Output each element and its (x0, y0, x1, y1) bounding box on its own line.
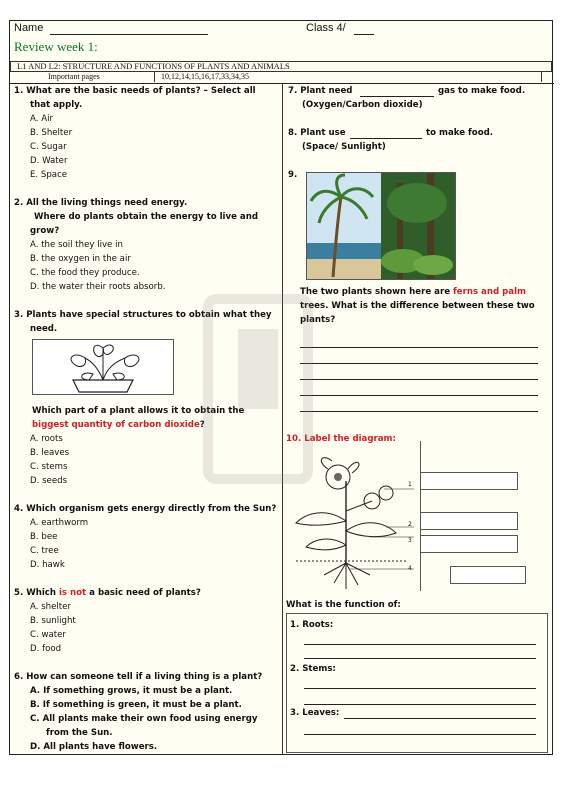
q1-option-c[interactable]: C. Sugar (30, 142, 67, 152)
q6-option-a[interactable]: A. If something grows, it must be a plant. (30, 686, 233, 696)
q9-answer-line-1[interactable] (300, 347, 538, 348)
ferns-palms-photo (306, 172, 456, 280)
q9-answer-line-5[interactable] (300, 411, 538, 412)
q5-line1: 5. Which is not a basic need of plants? (14, 588, 201, 598)
label-box-1[interactable] (420, 472, 518, 490)
q7-line1: 7. Plant need (288, 86, 353, 96)
diagram-label-4: 4 (408, 565, 412, 572)
q3-line2: need. (30, 324, 58, 334)
q4-option-b[interactable]: B. bee (30, 532, 58, 542)
q3-option-b[interactable]: B. leaves (30, 448, 70, 458)
q1-line2: that apply. (30, 100, 83, 110)
roots-answer-line-1[interactable] (304, 644, 536, 645)
diagram-label-1: 1 (408, 481, 412, 488)
label-box-4[interactable] (450, 566, 526, 584)
diagram-label-2: 2 (408, 521, 412, 528)
review-title: Review week 1: (14, 39, 98, 54)
q8-hint: (Space/ Sunlight) (302, 142, 386, 152)
class-line (354, 34, 374, 35)
leaves-label: 3. Leaves: (290, 708, 340, 718)
important-pages-bar (10, 72, 552, 82)
q3-line1: 3. Plants have special structures to obtain what they (14, 310, 272, 320)
q5-option-d[interactable]: D. food (30, 644, 62, 654)
q1-option-d[interactable]: D. Water (30, 156, 68, 166)
q1-line1: 1. What are the basic needs of plants? – Select all (14, 86, 256, 96)
potted-plant-icon (33, 340, 173, 394)
q3-ask-line2: biggest quantity of carbon dioxide? (32, 420, 205, 430)
q8-line1-end: to make food. (426, 128, 494, 138)
q4-option-d[interactable]: D. hawk (30, 560, 65, 570)
important-pages-list: 10,12,14,15,16,17,33,34,35 (154, 72, 542, 82)
q7-hint: (Oxygen/Carbon dioxide) (302, 100, 423, 110)
plant-drawing (32, 339, 174, 395)
diagram-label-3: 3 (408, 537, 412, 544)
roots-answer-line-2[interactable] (304, 658, 536, 659)
leaves-answer-line-2[interactable] (304, 734, 536, 735)
stems-label: 2. Stems: (290, 664, 336, 674)
q5-option-c[interactable]: C. water (30, 630, 66, 640)
q4-option-c[interactable]: C. tree (30, 546, 59, 556)
q5-option-b[interactable]: B. sunlight (30, 616, 76, 626)
lessons-text: L1 AND L2: STRUCTURE AND FUNCTIONS OF PLANTS AND ANIMALS (17, 61, 290, 71)
q3-option-d[interactable]: D. seeds (30, 476, 68, 486)
name-label: Name (14, 22, 44, 34)
label-box-3[interactable] (420, 535, 518, 553)
q9-answer-line-3[interactable] (300, 379, 538, 380)
q1-option-b[interactable]: B. Shelter (30, 128, 73, 138)
lessons-bar (10, 61, 552, 72)
q7-answer-line[interactable] (360, 96, 434, 97)
q9-answer-line-4[interactable] (300, 395, 538, 396)
label-box-2[interactable] (420, 512, 518, 530)
name-line (50, 34, 208, 35)
q2-line2: Where do plants obtain the energy to live and (34, 212, 258, 222)
q2-option-b[interactable]: B. the oxygen in the air (30, 254, 131, 264)
q6-line1: 6. How can someone tell if a living thing is a plant? (14, 672, 263, 682)
q8-answer-line[interactable] (350, 138, 422, 139)
palm-and-fern-image (307, 173, 455, 279)
q9-number: 9. (288, 170, 298, 180)
q9-line1: The two plants shown here are ferns and palm (300, 287, 526, 297)
q6-option-b[interactable]: B. If something is green, it must be a plant. (30, 700, 242, 710)
q5-option-a[interactable]: A. shelter (30, 602, 71, 612)
stems-answer-line-2[interactable] (304, 704, 536, 705)
roots-label: 1. Roots: (290, 620, 334, 630)
q2-line3: grow? (30, 226, 60, 236)
q10-title: 10. Label the diagram: (286, 434, 396, 444)
function-title: What is the function of: (286, 600, 401, 610)
functions-box (286, 613, 548, 753)
q6-option-c-cont: from the Sun. (46, 728, 113, 738)
q9-answer-line-2[interactable] (300, 363, 538, 364)
q2-option-c[interactable]: C. the food they produce. (30, 268, 140, 278)
stems-answer-line-1[interactable] (304, 688, 536, 689)
q3-option-a[interactable]: A. roots (30, 434, 63, 444)
q9-line3: plants? (300, 315, 336, 325)
watermark-logo (198, 289, 318, 489)
leaves-answer-line-1[interactable] (344, 718, 536, 719)
q2-option-d[interactable]: D. the water their roots absorb. (30, 282, 166, 292)
q3-ask: Which part of a plant allows it to obtain the (32, 406, 245, 416)
q6-option-d[interactable]: D. All plants have flowers. (30, 742, 158, 752)
q2-line1: 2. All the living things need energy. (14, 198, 188, 208)
q9-line2: trees. What is the difference between these two (300, 301, 535, 311)
q4-option-a[interactable]: A. earthworm (30, 518, 89, 528)
worksheet (9, 20, 553, 755)
q1-option-e[interactable]: E. Space (30, 170, 68, 180)
important-pages-label: Important pages (48, 72, 100, 81)
q7-line1-end: gas to make food. (438, 86, 526, 96)
q8-line1: 8. Plant use (288, 128, 346, 138)
q1-option-a[interactable]: A. Air (30, 114, 53, 124)
q6-option-c[interactable]: C. All plants make their own food using energy (30, 714, 258, 724)
class-label: Class 4/ (306, 22, 346, 34)
q4-line1: 4. Which organism gets energy directly from the Sun? (14, 504, 277, 514)
q2-option-a[interactable]: A. the soil they live in (30, 240, 123, 250)
q3-option-c[interactable]: C. stems (30, 462, 68, 472)
